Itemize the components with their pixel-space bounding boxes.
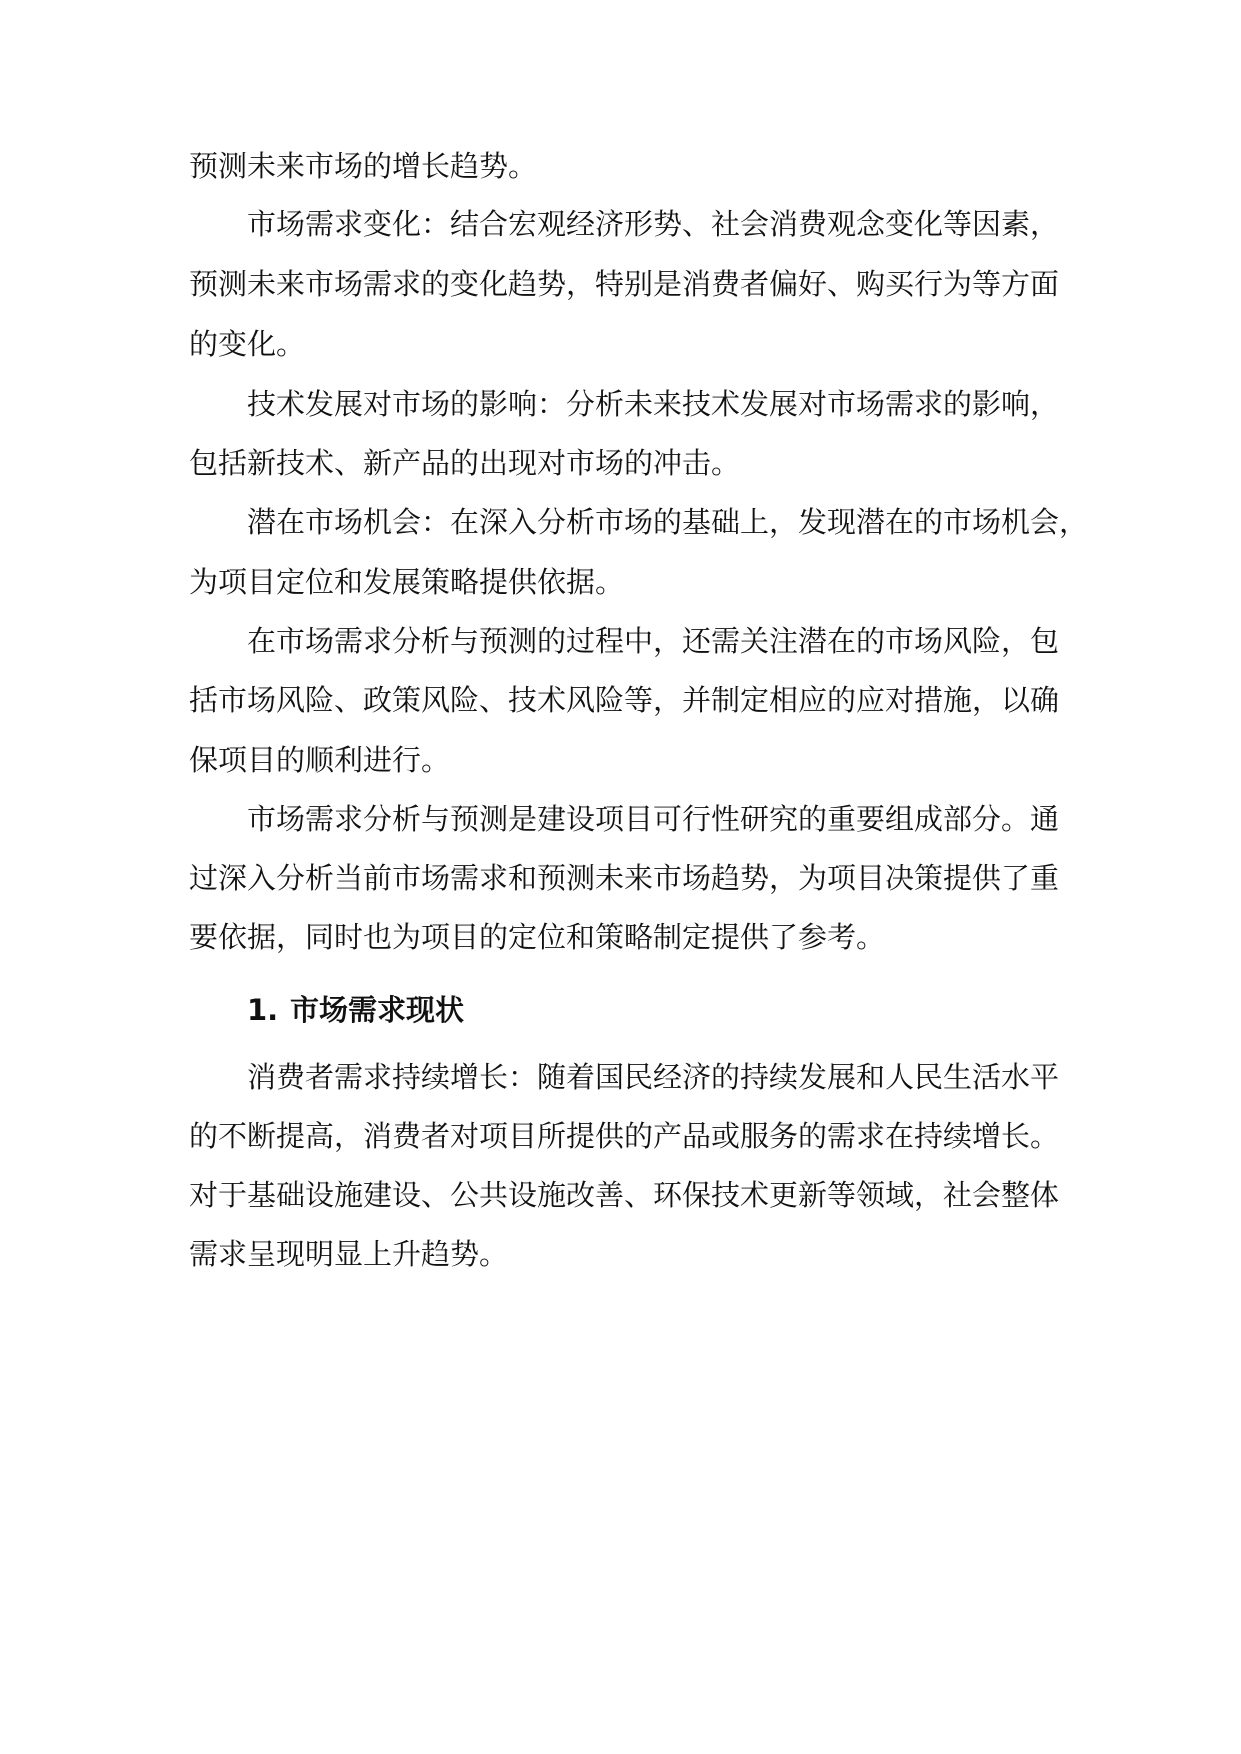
paragraph-line: 括市场风险、政策风险、技术风险等，并制定相应的应对措施，以确 (189, 683, 1060, 717)
paragraph-line: 为项目定位和发展策略提供依据。 (189, 565, 625, 599)
section-number: 1. (247, 993, 279, 1027)
paragraph-line: 预测未来市场需求的变化趋势，特别是消费者偏好、购买行为等方面 (189, 267, 1060, 301)
paragraph-line: 市场需求分析与预测是建设项目可行性研究的重要组成部分。通 (247, 802, 1060, 836)
paragraph-line: 在市场需求分析与预测的过程中，还需关注潜在的市场风险，包 (247, 624, 1060, 658)
paragraph-line: 过深入分析当前市场需求和预测未来市场趋势，为项目决策提供了重 (189, 861, 1060, 895)
paragraph-line: 的不断提高，消费者对项目所提供的产品或服务的需求在持续增长。 (189, 1119, 1060, 1153)
section-heading (247, 990, 1117, 1030)
paragraph-line: 预测未来市场的增长趋势。 (189, 149, 538, 183)
paragraph-line: 潜在市场机会：在深入分析市场的基础上，发现潜在的市场机会， (247, 505, 1089, 539)
paragraph-line: 包括新技术、新产品的出现对市场的冲击。 (189, 446, 741, 480)
paragraph-line: 需求呈现明显上升趋势。 (189, 1237, 509, 1271)
paragraph-line: 要依据，同时也为项目的定位和策略制定提供了参考。 (189, 920, 886, 954)
section-title: 市场需求现状 (290, 993, 465, 1027)
paragraph-line: 市场需求变化：结合宏观经济形势、社会消费观念变化等因素， (247, 207, 1060, 241)
paragraph-line: 的变化。 (189, 327, 306, 361)
paragraph-line: 保项目的顺利进行。 (189, 743, 451, 777)
paragraph-line: 消费者需求持续增长：随着国民经济的持续发展和人民生活水平 (247, 1060, 1060, 1094)
paragraph-line: 技术发展对市场的影响：分析未来技术发展对市场需求的影响， (247, 387, 1060, 421)
paragraph-line: 对于基础设施建设、公共设施改善、环保技术更新等领域，社会整体 (189, 1178, 1060, 1212)
